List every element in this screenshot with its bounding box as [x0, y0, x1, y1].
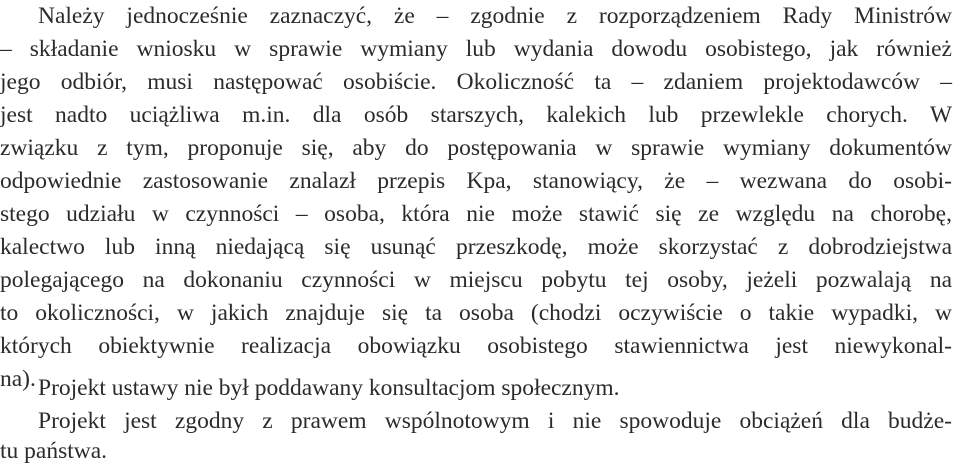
- text-line: polegającego na dokonaniu czynności w miejscu pobytu tej osoby, jeżeli pozwalają na: [0, 267, 952, 293]
- text-line: których obiektywnie realizacja obowiązku osobistego stawiennictwa jest niewykonal-: [0, 333, 952, 359]
- text-line: tu państwa.: [0, 438, 108, 464]
- text-line: na).: [0, 366, 36, 392]
- text-line: jego odbiór, musi następować osobiście. Okoliczność ta – zdaniem projektodawców –: [0, 69, 952, 95]
- text-line: związku z tym, proponuje się, aby do postępowania w sprawie wymiany dokumentów: [0, 135, 952, 161]
- paragraph-line: Projekt jest zgodny z prawem wspólnotowym i nie spowoduje obciążeń dla budże-: [38, 408, 952, 434]
- text-line: Należy jednocześnie zaznaczyć, że – zgodnie z rozporządzeniem Rady Ministrów: [38, 3, 952, 29]
- text-line: kalectwo lub inną niedającą się usunąć przeszkodę, może skorzystać z dobrodziejstwa: [0, 234, 952, 260]
- text-line: stego udziału w czynności – osoba, która nie może stawić się ze względu na chorobę,: [0, 201, 952, 227]
- text-line: jest nadto uciążliwa m.in. dla osób starszych, kalekich lub przewlekle chorych. W: [0, 102, 952, 128]
- text-line: to okoliczności, w jakich znajduje się ta osoba (chodzi oczywiście o takie wypadki, w: [0, 300, 952, 326]
- paragraph-line: Projekt ustawy nie był poddawany konsultacjom społecznym.: [38, 375, 620, 401]
- text-line: – składanie wniosku w sprawie wymiany lub wydania dowodu osobistego, jak również: [0, 36, 952, 62]
- text-line: odpowiednie zastosowanie znalazł przepis Kpa, stanowiący, że – wezwana do osobi-: [0, 168, 952, 194]
